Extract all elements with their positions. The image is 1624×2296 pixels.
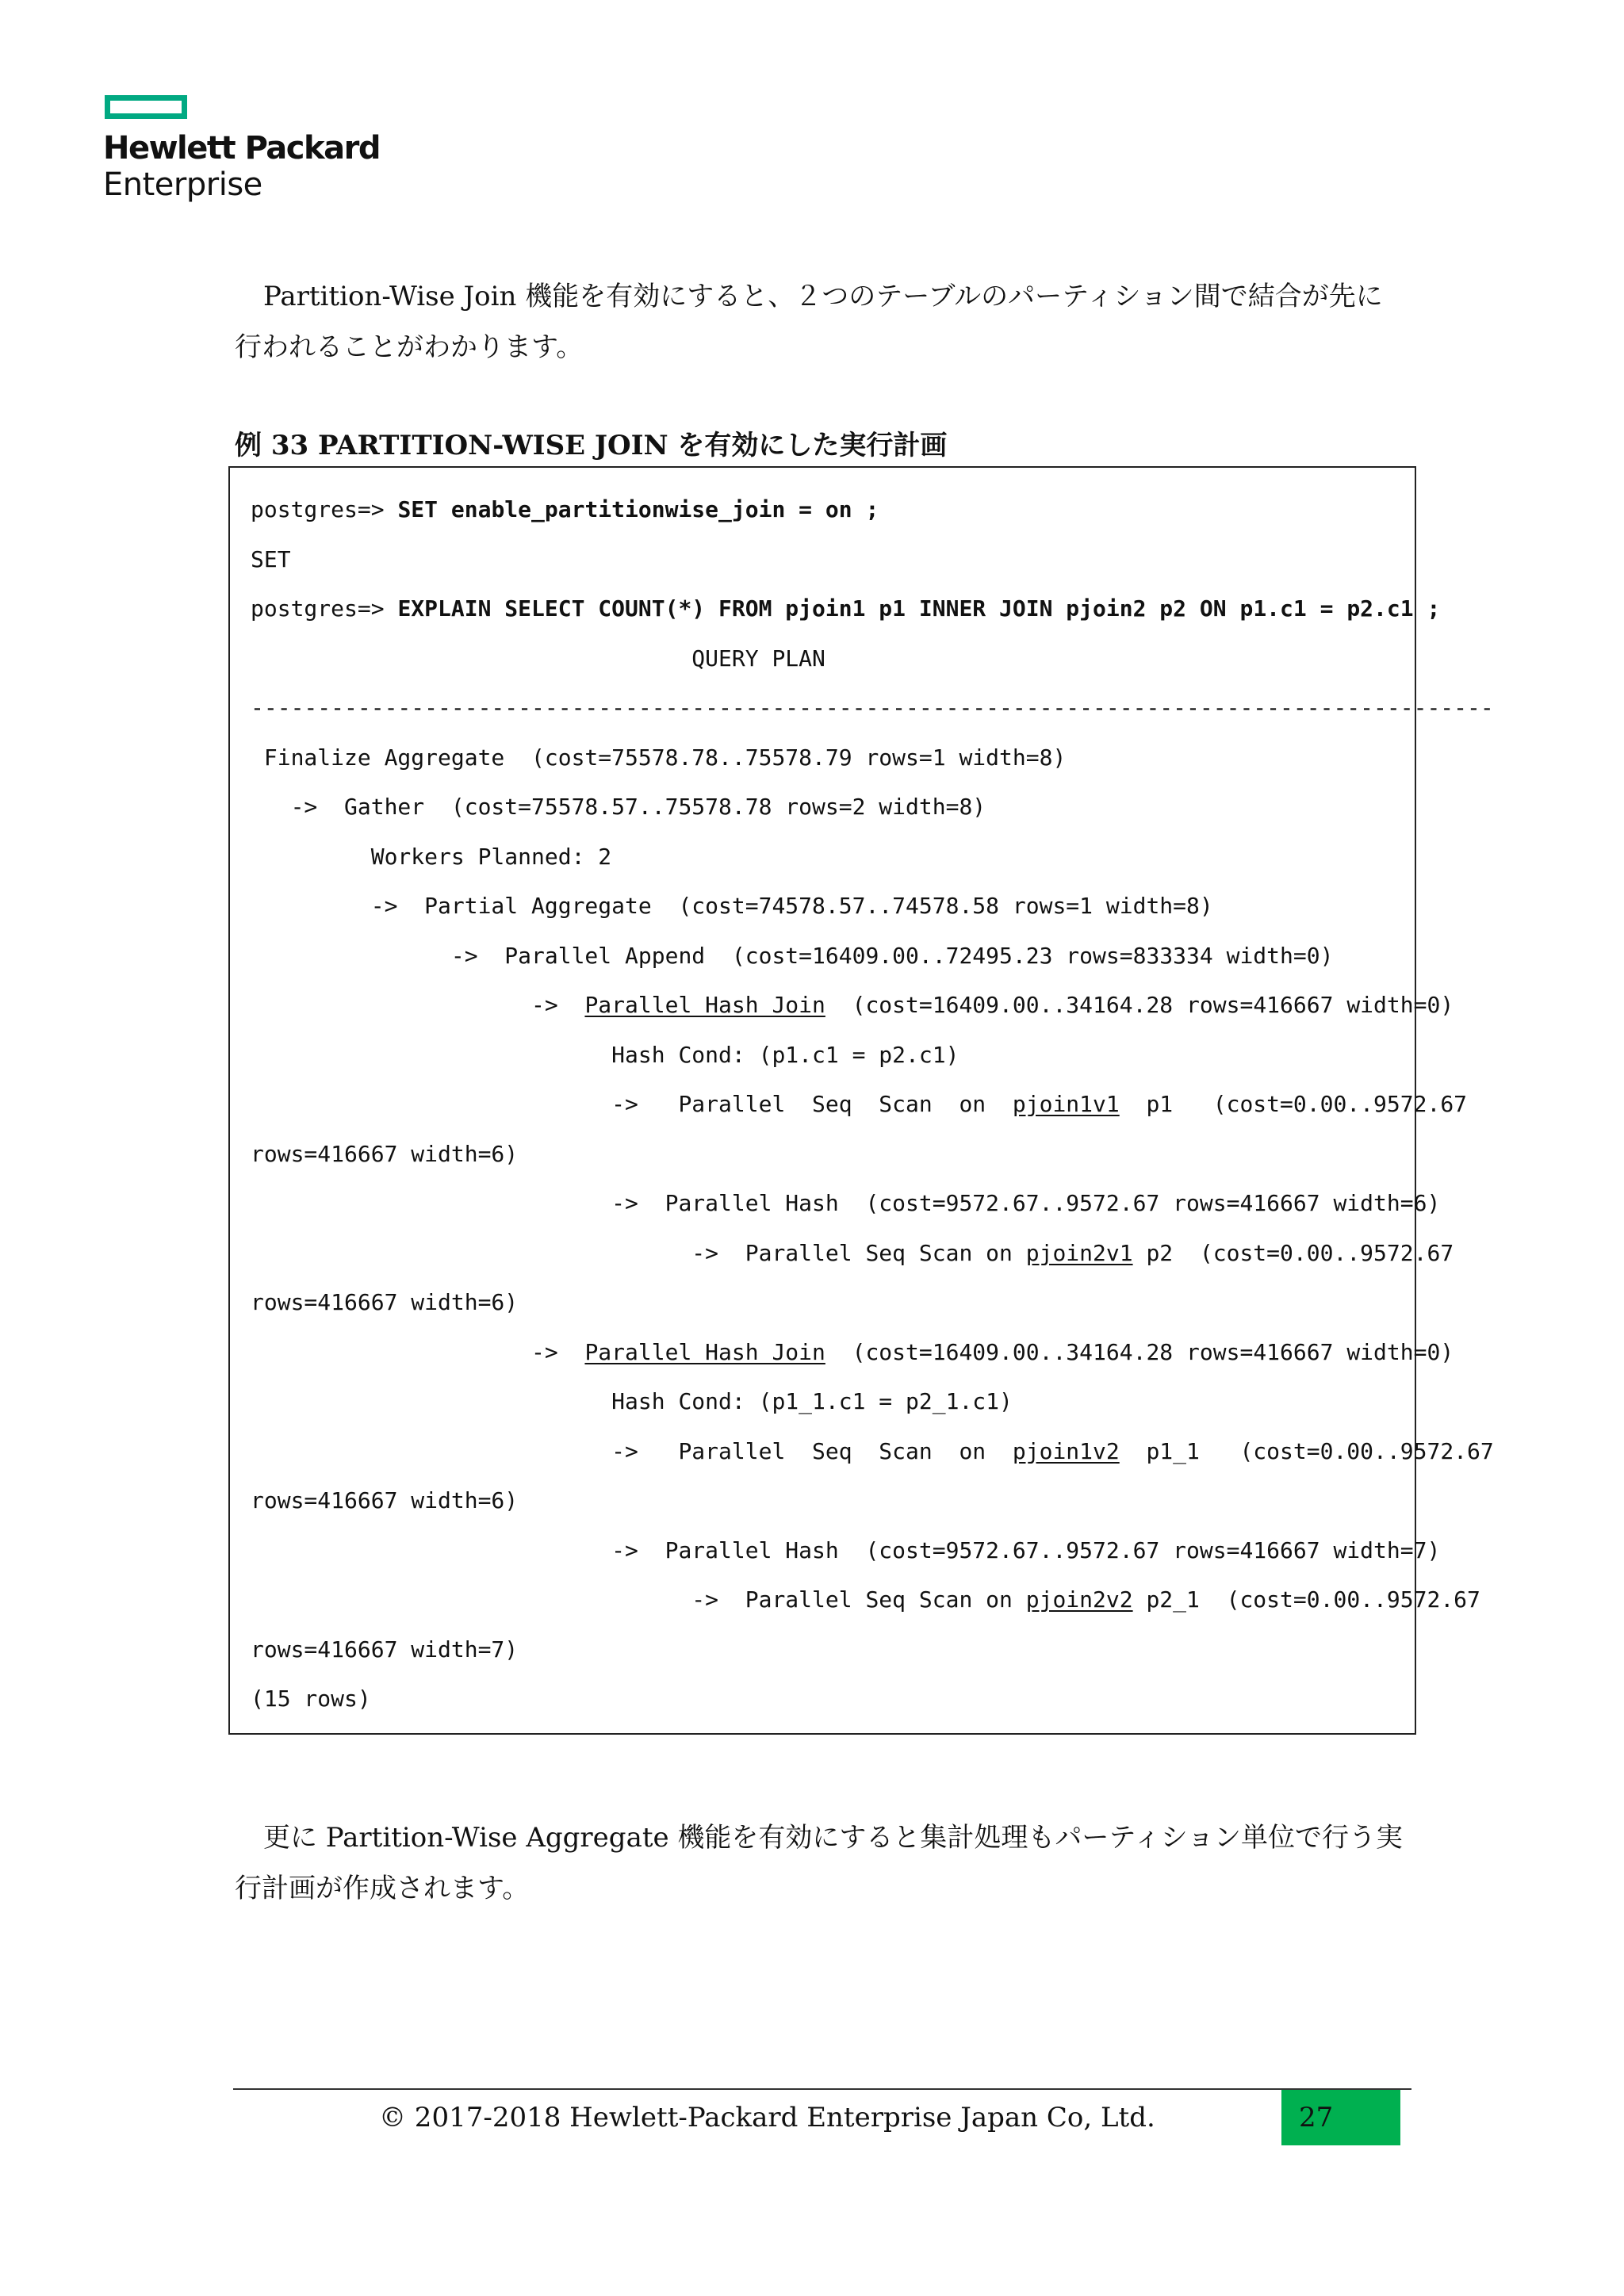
outro-paragraph: 更に Partition-Wise Aggregate 機能を有効にすると集計処理もパーティション単位で行う実行計画が作成されます。 [235,1822,1404,1904]
code-segment: p1_1 (cost=0.00..9572.67 [1119,1437,1494,1464]
code-line [251,1575,1480,1625]
code-line [251,1674,1394,1724]
code-segment: QUERY PLAN [251,645,825,672]
code-segment: --------------------------------------------------------------------------------------------- [251,695,1494,721]
code-segment: -> Parallel Seq Scan on [251,1437,1013,1464]
code-segment: SET [251,545,291,572]
code-segment: -> Parallel Hash (cost=9572.67..9572.67 rows=416667 width=6) [251,1190,1441,1216]
code-line [251,1080,1468,1130]
code-segment: rows=416667 width=7) [251,1636,519,1663]
code-segment: rows=416667 width=6) [251,1289,519,1315]
code-segment: postgres=> [251,496,398,522]
code-segment: -> Parallel Seq Scan on [251,1239,1026,1266]
code-line [251,1328,1454,1378]
logo-line-1: Hewlett Packard [103,130,380,166]
code-line [251,1179,1441,1229]
code-line [251,584,1441,634]
code-line [251,1377,1394,1427]
company-logo [103,130,380,203]
footer-copyright: © 2017-2018 Hewlett-Packard Enterprise Japan Co, Ltd. [379,2102,1155,2133]
code-line [251,1130,1394,1180]
code-line [251,733,1394,783]
code-line [251,1625,1394,1675]
code-segment: p1 (cost=0.00..9572.67 [1119,1091,1468,1117]
code-segment: -> Parallel Append (cost=16409.00..72495.23 rows=833334 width=0) [251,942,1334,969]
code-line [251,981,1454,1031]
footer-divider [233,2088,1411,2090]
code-segment: (15 rows) [251,1686,371,1712]
code-segment: -> Parallel Hash (cost=9572.67..9572.67 rows=416667 width=7) [251,1536,1441,1563]
code-segment: -> [251,1338,585,1365]
code-segment: -> Gather (cost=75578.57..75578.78 rows=2 width=8) [251,794,986,820]
code-segment: (cost=16409.00..34164.28 rows=416667 width=0) [825,992,1454,1018]
code-line [251,683,1494,733]
code-line [251,1229,1454,1279]
code-segment: SET enable_partitionwise_join = on ; [397,496,879,522]
code-segment: Hash Cond: (p1_1.c1 = p2_1.c1) [251,1388,1013,1414]
code-segment: p2 (cost=0.00..9572.67 [1132,1239,1454,1266]
code-underlined-term: pjoin2v1 [1025,1239,1133,1266]
page-number: 27 [1281,2090,1400,2145]
code-line [251,1526,1441,1576]
code-line [251,1476,1394,1526]
code-line [251,783,1394,832]
code-segment: -> Partial Aggregate (cost=74578.57..74578.58 rows=1 width=8) [251,893,1213,919]
code-segment: EXPLAIN SELECT COUNT(*) FROM pjoin1 p1 INNER JOIN pjoin2 p2 ON p1.c1 = p2.c1 ; [397,595,1441,622]
code-line [251,1031,1394,1081]
code-segment: -> Parallel Seq Scan on [251,1091,1013,1117]
logo-mark [105,95,187,119]
code-line [251,535,1394,585]
code-segment: Workers Planned: 2 [251,843,612,870]
code-segment: postgres=> [251,595,398,622]
code-line [251,634,1394,684]
logo-line-2: Enterprise [103,166,262,203]
code-line [251,485,1394,535]
code-underlined-term: Parallel Hash Join [584,992,825,1018]
code-segment: (cost=16409.00..34164.28 rows=416667 width=0) [825,1338,1454,1365]
code-segment: -> [251,992,585,1018]
code-line [251,832,1394,882]
code-line [251,1278,1394,1328]
example-caption: 例 33 PARTITION-WISE JOIN を有効にした実行計画 [235,430,948,461]
code-segment: p2_1 (cost=0.00..9572.67 [1132,1586,1480,1613]
code-line [251,882,1394,932]
code-underlined-term: pjoin1v2 [1012,1437,1120,1464]
code-underlined-term: pjoin1v1 [1012,1091,1120,1117]
code-line [251,1427,1494,1477]
code-line [251,932,1394,982]
code-block [228,466,1494,1735]
intro-paragraph: Partition-Wise Join 機能を有効にすると、２つのテーブルのパーティション間で結合が先に行われることがわかります。 [235,281,1383,363]
code-segment: Hash Cond: (p1.c1 = p2.c1) [251,1041,959,1068]
code-segment: Finalize Aggregate (cost=75578.78..75578.79 rows=1 width=8) [251,744,1067,771]
code-segment: rows=416667 width=6) [251,1140,519,1167]
code-underlined-term: Parallel Hash Join [584,1338,825,1365]
code-segment: rows=416667 width=6) [251,1487,519,1513]
code-underlined-term: pjoin2v2 [1025,1586,1133,1613]
code-segment: -> Parallel Seq Scan on [251,1586,1026,1613]
